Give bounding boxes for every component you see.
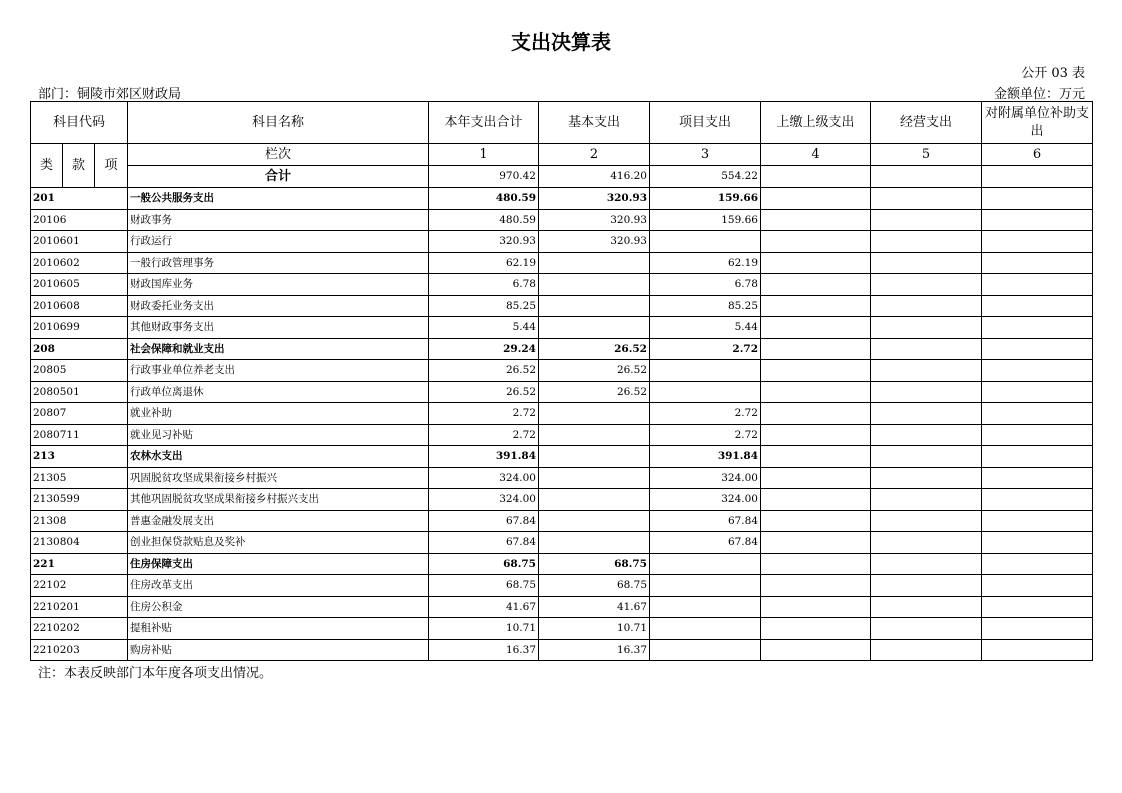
row-value-6 [982,403,1093,425]
table-row [31,360,1093,382]
row-value-3: 6.78 [650,274,761,296]
row-name: 住房改革支出 [128,575,429,597]
row-value-2: 26.52 [539,338,650,360]
row-value-6 [982,446,1093,468]
table-note: 注：本表反映部门本年度各项支出情况。 [38,666,273,681]
row-value-3: 159.66 [650,209,761,231]
row-value-2: 10.71 [539,618,650,640]
row-code: 21308 [31,510,128,532]
row-value-6 [982,467,1093,489]
row-value-2 [539,424,650,446]
row-code: 201 [31,188,128,210]
row-code: 208 [31,338,128,360]
row-value-6 [982,424,1093,446]
total-value-5 [871,166,982,188]
row-value-1: 2.72 [429,403,539,425]
header-xiang: 项 [95,144,128,188]
row-name: 购房补贴 [128,639,429,661]
row-value-4 [761,381,871,403]
row-value-4 [761,446,871,468]
row-value-3 [650,639,761,661]
row-name: 行政运行 [128,231,429,253]
row-value-3: 85.25 [650,295,761,317]
row-name: 就业补助 [128,403,429,425]
total-row [31,166,1093,188]
row-value-1: 324.00 [429,489,539,511]
header-row-titles [31,102,1093,144]
row-name: 住房保障支出 [128,553,429,575]
table-row [31,188,1093,210]
row-value-3: 5.44 [650,317,761,339]
row-value-2: 320.93 [539,231,650,253]
row-value-2 [539,489,650,511]
table-row [31,489,1093,511]
row-code: 2010608 [31,295,128,317]
row-value-2: 16.37 [539,639,650,661]
row-name: 其他巩固脱贫攻坚成果衔接乡村振兴支出 [128,489,429,511]
row-value-5 [871,381,982,403]
row-value-4 [761,360,871,382]
row-code: 22102 [31,575,128,597]
row-value-4 [761,403,871,425]
table-row [31,553,1093,575]
row-value-4 [761,252,871,274]
row-value-5 [871,489,982,511]
row-value-5 [871,360,982,382]
row-name: 一般公共服务支出 [128,188,429,210]
row-value-1: 480.59 [429,209,539,231]
header-col1: 本年支出合计 [429,102,539,144]
row-code: 2010602 [31,252,128,274]
header-kuan: 款 [63,144,95,188]
row-name: 普惠金融发展支出 [128,510,429,532]
row-value-6 [982,274,1093,296]
row-value-3: 159.66 [650,188,761,210]
table-row [31,639,1093,661]
row-value-3: 391.84 [650,446,761,468]
header-col2: 基本支出 [539,102,650,144]
total-value-4 [761,166,871,188]
header-col5: 经营支出 [871,102,982,144]
row-code: 213 [31,446,128,468]
row-value-2 [539,532,650,554]
row-name: 住房公积金 [128,596,429,618]
row-value-6 [982,209,1093,231]
row-code: 2130599 [31,489,128,511]
row-value-1: 68.75 [429,553,539,575]
row-code: 2210201 [31,596,128,618]
table-row [31,403,1093,425]
row-value-5 [871,596,982,618]
row-value-2 [539,274,650,296]
row-value-5 [871,424,982,446]
row-name: 财政委托业务支出 [128,295,429,317]
row-value-4 [761,317,871,339]
row-code: 2210203 [31,639,128,661]
row-value-2: 26.52 [539,381,650,403]
total-value-1: 970.42 [429,166,539,188]
row-value-3: 324.00 [650,467,761,489]
row-value-2 [539,467,650,489]
row-value-1: 41.67 [429,596,539,618]
amount-unit-label: 金额单位：万元 [993,87,1085,102]
row-value-5 [871,274,982,296]
table-row [31,575,1093,597]
table-row [31,295,1093,317]
table-row [31,252,1093,274]
row-value-6 [982,639,1093,661]
table-row [31,338,1093,360]
row-value-5 [871,532,982,554]
row-value-6 [982,295,1093,317]
row-value-3: 2.72 [650,403,761,425]
header-col3: 项目支出 [650,102,761,144]
row-value-3 [650,618,761,640]
row-value-3 [650,381,761,403]
column-number-3: 3 [650,144,761,166]
row-value-5 [871,467,982,489]
row-value-6 [982,317,1093,339]
row-value-5 [871,252,982,274]
row-value-6 [982,510,1093,532]
row-value-3: 67.84 [650,510,761,532]
row-code: 2010605 [31,274,128,296]
row-code: 20807 [31,403,128,425]
row-value-1: 2.72 [429,424,539,446]
row-code: 20106 [31,209,128,231]
page-title: 支出决算表 [511,30,611,54]
row-code: 2080501 [31,381,128,403]
row-value-5 [871,188,982,210]
row-value-4 [761,274,871,296]
row-value-5 [871,639,982,661]
row-code: 21305 [31,467,128,489]
row-value-2: 26.52 [539,360,650,382]
row-name: 就业见习补贴 [128,424,429,446]
row-name: 财政事务 [128,209,429,231]
header-col6: 对附属单位补助支出 [982,102,1093,144]
row-value-3 [650,360,761,382]
row-value-6 [982,338,1093,360]
row-name: 其他财政事务支出 [128,317,429,339]
row-value-4 [761,188,871,210]
table-row [31,467,1093,489]
row-value-4 [761,209,871,231]
row-value-4 [761,489,871,511]
row-value-2: 68.75 [539,553,650,575]
column-number-2: 2 [539,144,650,166]
row-value-4 [761,553,871,575]
row-value-1: 320.93 [429,231,539,253]
row-value-1: 67.84 [429,532,539,554]
table-row [31,618,1093,640]
table-row [31,317,1093,339]
row-value-2: 68.75 [539,575,650,597]
row-value-4 [761,618,871,640]
row-value-1: 5.44 [429,317,539,339]
row-value-2 [539,510,650,532]
row-value-6 [982,252,1093,274]
row-value-4 [761,424,871,446]
row-value-4 [761,510,871,532]
row-value-3 [650,231,761,253]
row-value-2 [539,252,650,274]
header-lei: 类 [31,144,63,188]
row-value-5 [871,317,982,339]
total-label: 合计 [128,166,429,188]
header-code: 科目代码 [31,102,128,144]
row-value-5 [871,231,982,253]
row-value-2 [539,403,650,425]
row-value-2 [539,317,650,339]
row-name: 农林水支出 [128,446,429,468]
row-value-4 [761,467,871,489]
row-value-3 [650,575,761,597]
row-value-3 [650,596,761,618]
header-col4: 上缴上级支出 [761,102,871,144]
column-number-4: 4 [761,144,871,166]
column-number-1: 1 [429,144,539,166]
table-row [31,510,1093,532]
row-code: 2080711 [31,424,128,446]
row-value-5 [871,295,982,317]
row-value-5 [871,618,982,640]
total-value-3: 554.22 [650,166,761,188]
form-number: 公开 03 表 [1021,66,1085,81]
row-value-4 [761,295,871,317]
row-value-1: 26.52 [429,360,539,382]
row-name: 社会保障和就业支出 [128,338,429,360]
row-value-1: 480.59 [429,188,539,210]
column-number-6: 6 [982,144,1093,166]
row-value-6 [982,231,1093,253]
expenditure-table [30,101,1093,661]
row-value-1: 16.37 [429,639,539,661]
row-value-1: 29.24 [429,338,539,360]
row-value-1: 10.71 [429,618,539,640]
row-value-2: 320.93 [539,209,650,231]
row-value-4 [761,575,871,597]
row-code: 221 [31,553,128,575]
row-value-4 [761,532,871,554]
row-value-4 [761,639,871,661]
row-value-5 [871,338,982,360]
row-value-6 [982,360,1093,382]
table-row [31,209,1093,231]
row-value-3: 2.72 [650,338,761,360]
table-row [31,532,1093,554]
row-value-5 [871,446,982,468]
table-row [31,274,1093,296]
row-code: 20805 [31,360,128,382]
row-value-6 [982,596,1093,618]
row-value-1: 324.00 [429,467,539,489]
row-value-1: 85.25 [429,295,539,317]
row-value-6 [982,489,1093,511]
row-code: 2210202 [31,618,128,640]
row-code: 2010699 [31,317,128,339]
row-name: 提租补贴 [128,618,429,640]
table-row [31,381,1093,403]
header-lanci: 栏次 [128,144,429,166]
row-name: 创业担保贷款贴息及奖补 [128,532,429,554]
row-value-5 [871,209,982,231]
row-value-4 [761,231,871,253]
table-row [31,231,1093,253]
column-number-5: 5 [871,144,982,166]
table-row [31,446,1093,468]
row-value-2 [539,446,650,468]
row-code: 2010601 [31,231,128,253]
row-value-2: 320.93 [539,188,650,210]
row-value-1: 391.84 [429,446,539,468]
row-code: 2130804 [31,532,128,554]
row-value-5 [871,510,982,532]
row-value-2: 41.67 [539,596,650,618]
row-value-6 [982,381,1093,403]
row-value-1: 62.19 [429,252,539,274]
row-value-1: 6.78 [429,274,539,296]
row-value-4 [761,596,871,618]
row-value-5 [871,553,982,575]
row-name: 巩固脱贫攻坚成果衔接乡村振兴 [128,467,429,489]
row-value-6 [982,575,1093,597]
header-name: 科目名称 [128,102,429,144]
header-row-column-numbers [31,144,1093,166]
table-row [31,424,1093,446]
row-value-6 [982,618,1093,640]
row-value-3: 324.00 [650,489,761,511]
row-name: 行政单位离退休 [128,381,429,403]
total-value-6 [982,166,1093,188]
row-name: 一般行政管理事务 [128,252,429,274]
row-value-3: 62.19 [650,252,761,274]
row-value-5 [871,575,982,597]
row-value-3: 2.72 [650,424,761,446]
row-value-6 [982,532,1093,554]
row-value-3 [650,553,761,575]
row-value-4 [761,338,871,360]
row-name: 财政国库业务 [128,274,429,296]
row-value-3: 67.84 [650,532,761,554]
row-value-1: 26.52 [429,381,539,403]
row-value-2 [539,295,650,317]
department-label: 部门：铜陵市郊区财政局 [38,87,182,102]
total-value-2: 416.20 [539,166,650,188]
row-value-1: 67.84 [429,510,539,532]
row-value-6 [982,188,1093,210]
table-row [31,596,1093,618]
row-name: 行政事业单位养老支出 [128,360,429,382]
row-value-5 [871,403,982,425]
row-value-1: 68.75 [429,575,539,597]
row-value-6 [982,553,1093,575]
